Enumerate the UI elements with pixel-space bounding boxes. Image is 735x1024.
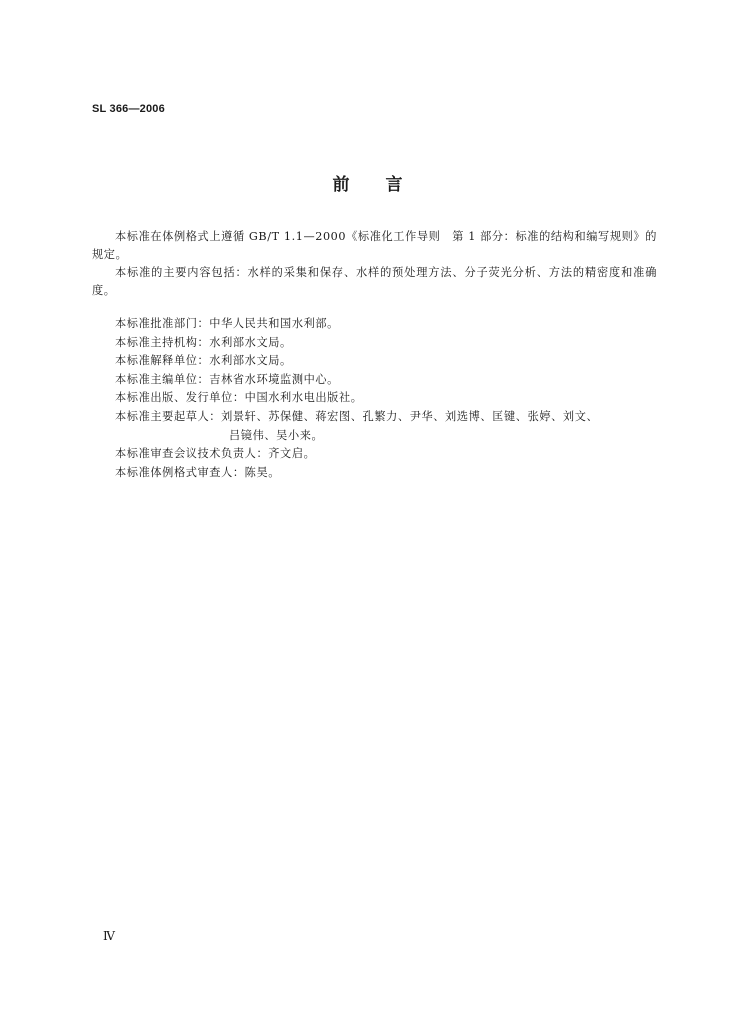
- standard-info-list: [115, 315, 655, 482]
- title-char-2: 言: [385, 175, 403, 195]
- main-drafters-line-1: 本标准主要起草人：刘景轩、苏保健、蒋宏图、孔繁力、尹华、刘选博、匡键、张婷、刘文、: [115, 409, 599, 423]
- format-reviewer: 本标准体例格式审查人：陈昊。: [115, 465, 281, 479]
- host-organization: 本标准主持机构：水利部水文局。: [115, 335, 292, 349]
- page-title: [0, 170, 735, 195]
- main-drafters-line-2: 吕镜伟、吴小来。: [229, 428, 324, 442]
- approval-department: 本标准批准部门：中华人民共和国水利部。: [115, 317, 339, 330]
- paragraph-main-content: 本标准的主要内容包括：水样的采集和保存、水样的预处理方法、分子荧光分析、方法的精密度和准确度。: [92, 266, 657, 297]
- title-char-1: 前: [332, 175, 350, 195]
- review-technical-lead: 本标准审查会议技术负责人：齐文启。: [115, 447, 316, 461]
- chief-editor-unit: 本标准主编单位：吉林省水环境监测中心。: [115, 372, 339, 386]
- interpretation-unit: 本标准解释单位：水利部水文局。: [115, 354, 292, 368]
- paragraph-format-basis: 本标准在体例格式上遵循 GB/T 1.1—2000《标准化工作导则 第 1 部分：标准的结构和编写规则》的规定。: [92, 230, 657, 261]
- standard-code: SL 366—2006: [92, 103, 165, 115]
- publisher: 本标准出版、发行单位：中国水利水电出版社。: [115, 391, 363, 405]
- page-number: Ⅳ: [103, 929, 115, 943]
- main-drafters: [115, 408, 655, 445]
